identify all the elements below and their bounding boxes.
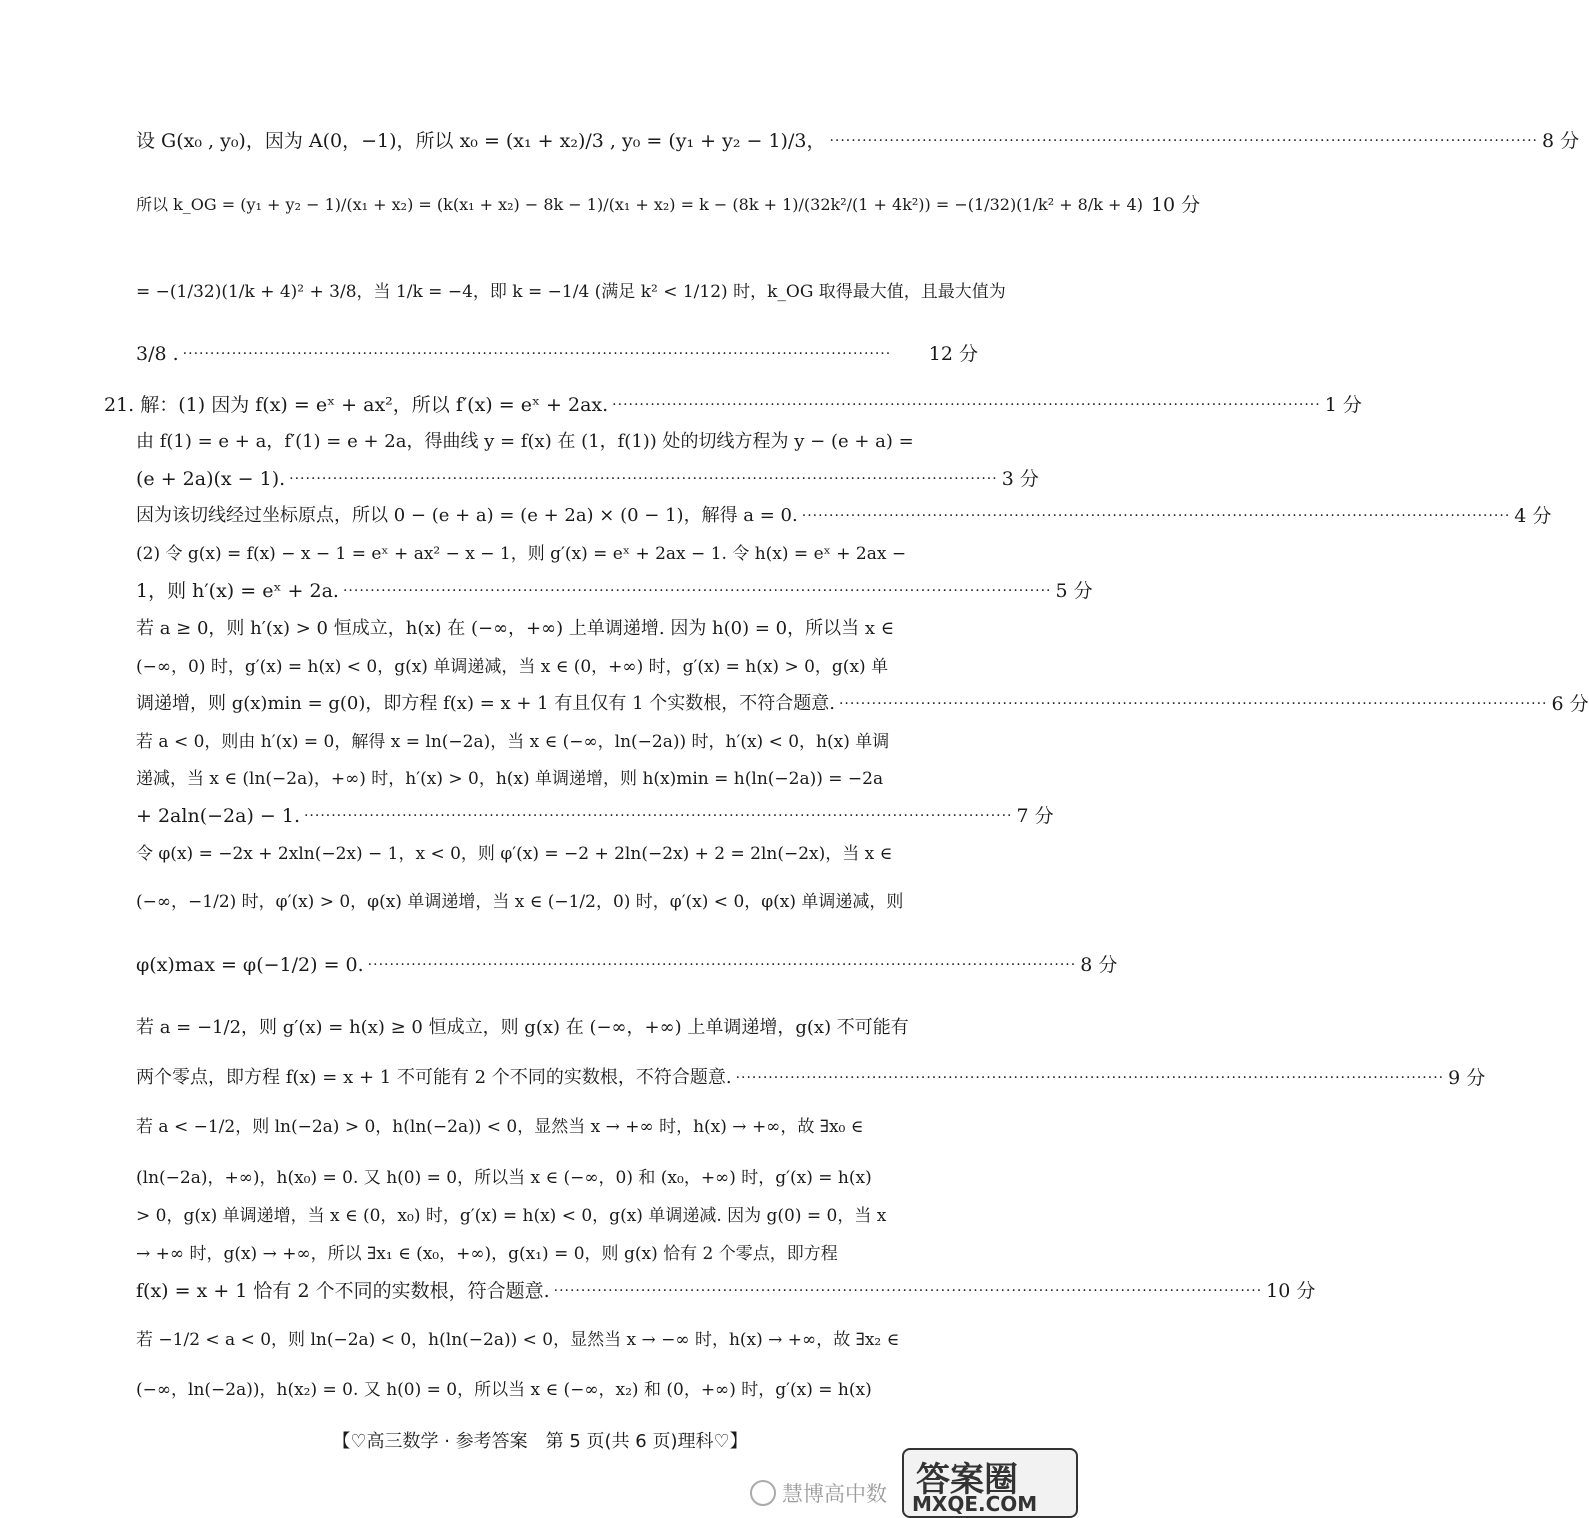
solution-line: 所以 k_OG = (y₁ + y₂ − 1)/(x₁ + x₂) = (k(x₁ + x₂) − 8k − 1)/(x₁ + x₂) = k − (8k + 1)/(32k²/(1 + 4k²)) = −(1/32)(1/k² + 8/k + 4) 10 分 bbox=[136, 194, 1201, 216]
watermark-title: 答案圈 bbox=[916, 1460, 1018, 1500]
solution-line: 若 −1/2 < a < 0，则 ln(−2a) < 0，h(ln(−2a)) < 0，显然当 x → −∞ 时，h(x) → +∞，故 ∃x₂ ∈ bbox=[136, 1330, 900, 1350]
solution-line: 3/8 . ····· 12 分 bbox=[136, 341, 978, 367]
solution-line: 1，则 h′(x) = eˣ + 2a. ····· 5 分 bbox=[136, 578, 978, 604]
solution-line: 若 a < 0，则由 h′(x) = 0，解得 x = ln(−2a)，当 x ∈ (−∞，ln(−2a)) 时，h′(x) < 0，h(x) 单调 bbox=[136, 732, 890, 752]
solution-line: (−∞，0) 时，g′(x) = h(x) < 0，g(x) 单调递减，当 x ∈ (0，+∞) 时，g′(x) = h(x) > 0，g(x) 单 bbox=[136, 657, 889, 677]
solution-line: φ(x)max = φ(−1/2) = 0. ····· 8 分 bbox=[136, 952, 978, 978]
solution-line: 设 G(x₀ , y₀)，因为 A(0，−1)，所以 x₀ = (x₁ + x₂)/3 , y₀ = (y₁ + y₂ − 1)/3， ····· 8 分 bbox=[136, 128, 978, 154]
solution-line: 令 φ(x) = −2x + 2xln(−2x) − 1，x < 0，则 φ′(x) = −2 + 2ln(−2x) + 2 = 2ln(−2x)，当 x ∈ bbox=[136, 844, 893, 864]
watermark-url: MXQE.COM bbox=[912, 1492, 1038, 1516]
watermark-logo bbox=[902, 1448, 1078, 1518]
watermark-account bbox=[750, 1478, 887, 1508]
solution-line: (−∞，−1/2) 时，φ′(x) > 0，φ(x) 单调递增，当 x ∈ (−1/2，0) 时，φ′(x) < 0，φ(x) 单调递减，则 bbox=[136, 892, 904, 912]
wechat-icon bbox=[750, 1480, 776, 1506]
solution-line: 若 a = −1/2，则 g′(x) = h(x) ≥ 0 恒成立，则 g(x) 在 (−∞，+∞) 上单调递增，g(x) 不可能有 bbox=[136, 1017, 909, 1038]
solution-line: + 2aln(−2a) − 1. ····· 7 分 bbox=[136, 803, 978, 829]
solution-line: 因为该切线经过坐标原点，所以 0 − (e + a) = (e + 2a) × (0 − 1)，解得 a = 0. ····· 4 分 bbox=[136, 503, 978, 529]
solution-line: 调递增，则 g(x)min = g(0)，即方程 f(x) = x + 1 有且仅有 1 个实数根，不符合题意. ····· 6 分 bbox=[136, 691, 978, 717]
solution-line: 若 a ≥ 0，则 h′(x) > 0 恒成立，h(x) 在 (−∞，+∞) 上单调递增. 因为 h(0) = 0，所以当 x ∈ bbox=[136, 618, 895, 639]
solution-line: 递减，当 x ∈ (ln(−2a)，+∞) 时，h′(x) > 0，h(x) 单调递增，则 h(x)min = h(ln(−2a)) = −2a bbox=[136, 769, 884, 789]
solution-line: 由 f(1) = e + a，f′(1) = e + 2a，得曲线 y = f(x) 在 (1，f(1)) 处的切线方程为 y − (e + a) = bbox=[136, 431, 914, 452]
page-footer: 【♡高三数学 · 参考答案 第 5 页(共 6 页)理科♡】 bbox=[332, 1431, 748, 1452]
solution-line: 两个零点，即方程 f(x) = x + 1 不可能有 2 个不同的实数根，不符合题意. ····· 9 分 bbox=[136, 1065, 978, 1091]
solution-line: > 0，g(x) 单调递增，当 x ∈ (0，x₀) 时，g′(x) = h(x) < 0，g(x) 单调递减. 因为 g(0) = 0，当 x bbox=[136, 1206, 887, 1226]
solution-line: (2) 令 g(x) = f(x) − x − 1 = eˣ + ax² − x − 1，则 g′(x) = eˣ + 2ax − 1. 令 h(x) = eˣ + 2ax − bbox=[136, 544, 907, 564]
solution-line: = −(1/32)(1/k + 4)² + 3/8，当 1/k = −4，即 k = −1/4 (满足 k² < 1/12) 时，k_OG 取得最大值，且最大值为 bbox=[136, 282, 1006, 302]
solution-line: f(x) = x + 1 恰有 2 个不同的实数根，符合题意. ····· 10 分 bbox=[136, 1278, 978, 1304]
watermark-account-name: 慧博高中数 bbox=[782, 1482, 887, 1506]
solution-line: (e + 2a)(x − 1). ····· 3 分 bbox=[136, 466, 978, 492]
solution-line: (ln(−2a)，+∞)，h(x₀) = 0. 又 h(0) = 0，所以当 x ∈ (−∞，0) 和 (x₀，+∞) 时，g′(x) = h(x) bbox=[136, 1168, 872, 1188]
question-21-header: 21. 解：(1) 因为 f(x) = eˣ + ax²，所以 f′(x) = eˣ + 2ax. ····· 1 分 bbox=[104, 392, 978, 418]
solution-line: 若 a < −1/2，则 ln(−2a) > 0，h(ln(−2a)) < 0，显然当 x → +∞ 时，h(x) → +∞，故 ∃x₀ ∈ bbox=[136, 1117, 864, 1137]
solution-line: (−∞，ln(−2a))，h(x₂) = 0. 又 h(0) = 0，所以当 x ∈ (−∞，x₂) 和 (0，+∞) 时，g′(x) = h(x) bbox=[136, 1380, 872, 1400]
solution-line: → +∞ 时，g(x) → +∞，所以 ∃x₁ ∈ (x₀，+∞)，g(x₁) = 0，则 g(x) 恰有 2 个零点，即方程 bbox=[136, 1244, 838, 1264]
